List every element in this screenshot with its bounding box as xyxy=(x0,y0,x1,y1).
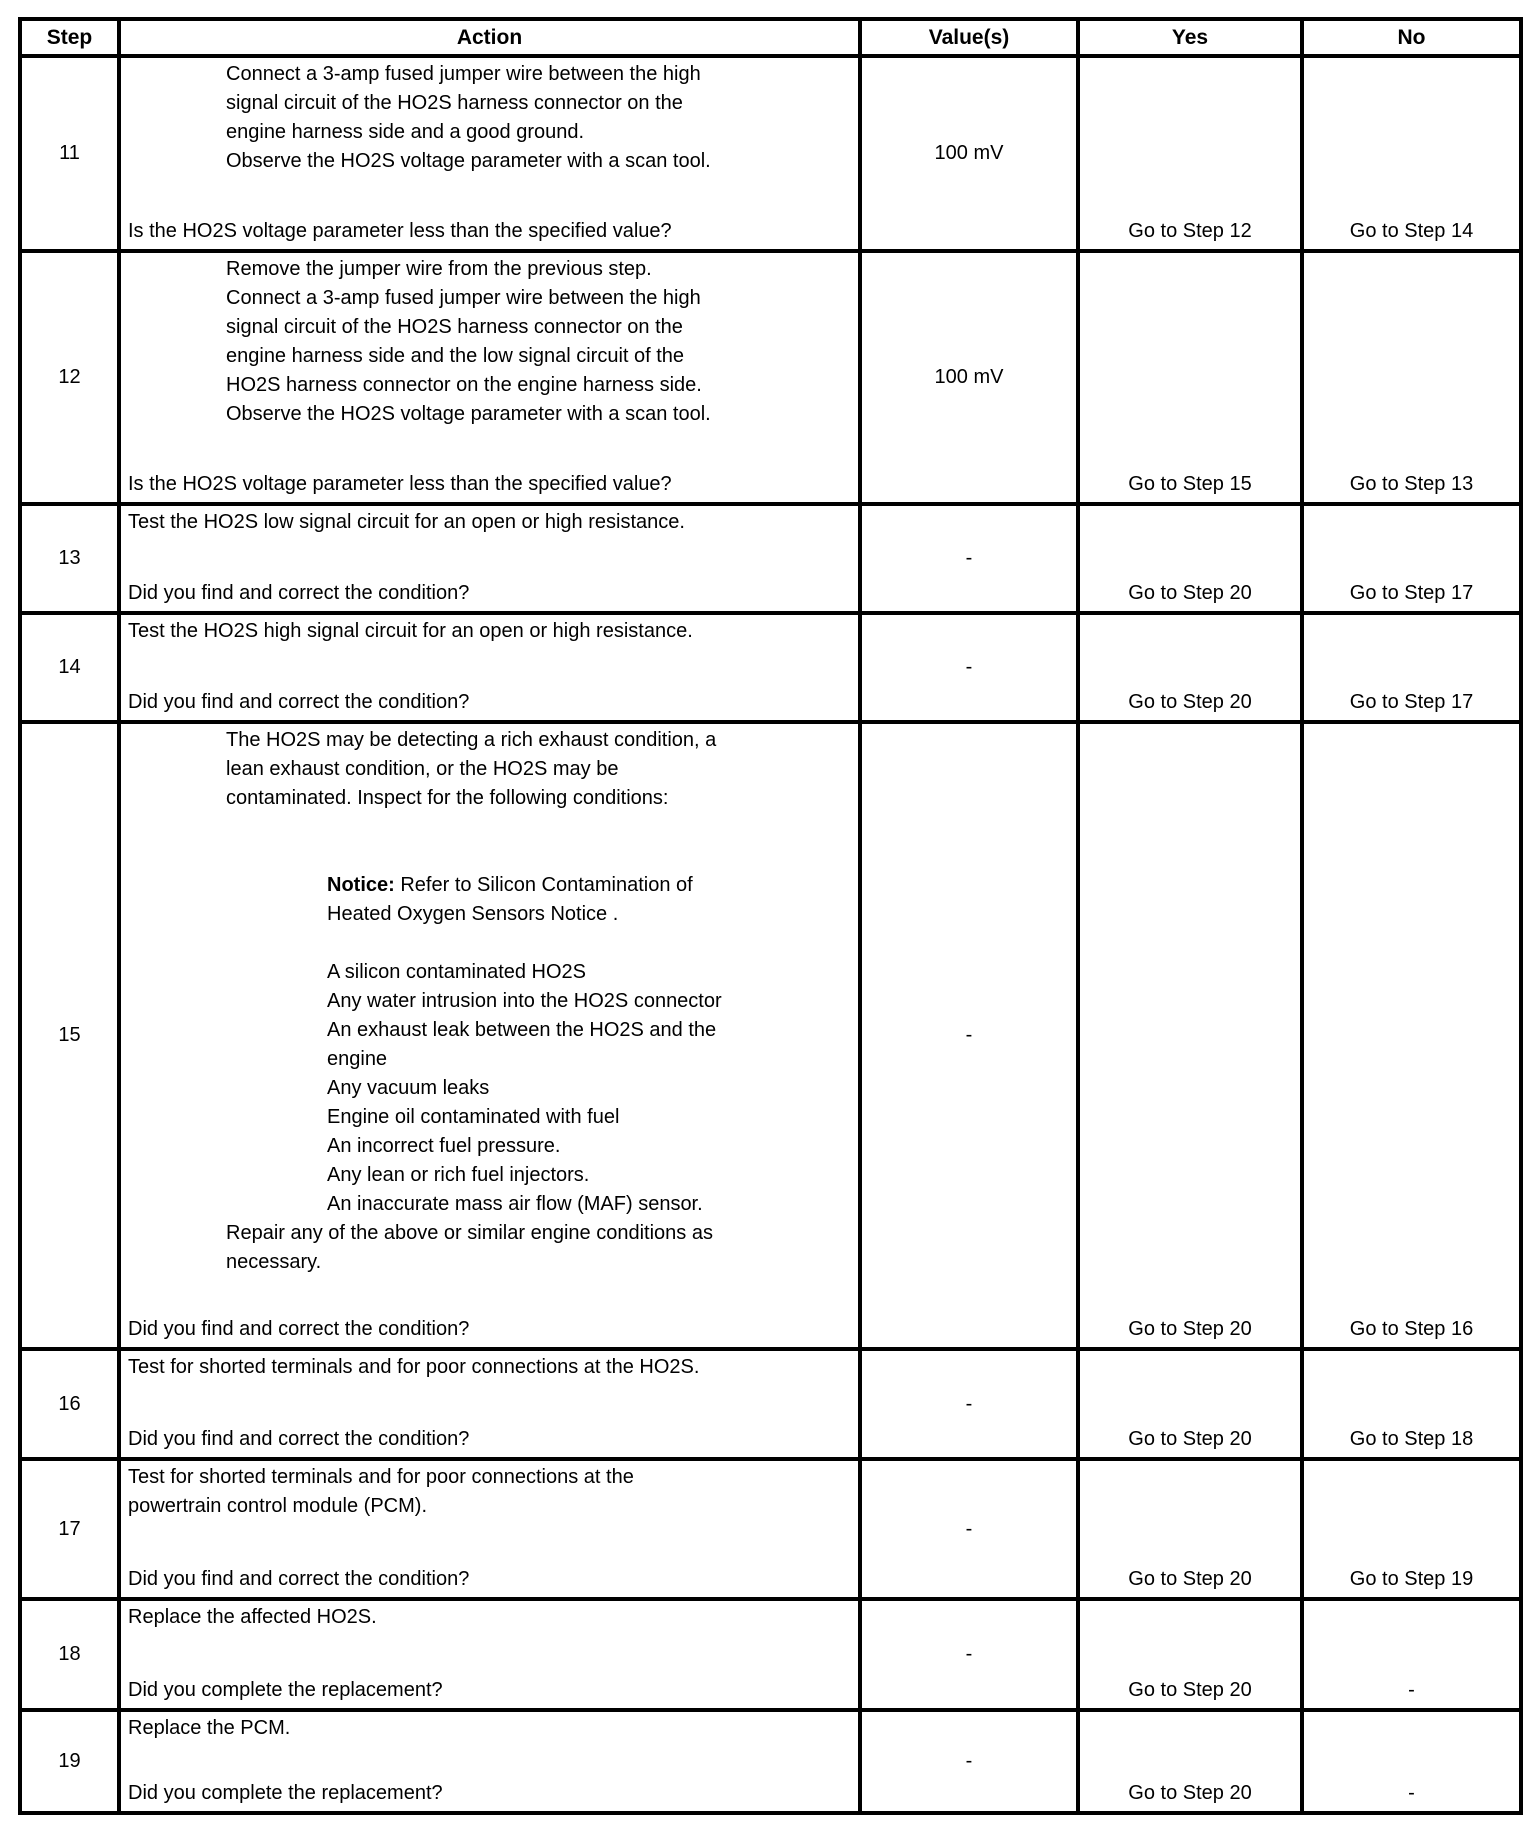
action-instructions: Test the HO2S low signal circuit for an open or high resistance. xyxy=(128,511,685,533)
no-link[interactable]: Go to Step 19 xyxy=(1302,1459,1521,1599)
yes-link[interactable]: Go to Step 20 xyxy=(1078,1599,1302,1710)
header-no: No xyxy=(1302,19,1521,56)
action-cell xyxy=(119,56,860,251)
value-cell: - xyxy=(860,722,1078,1349)
no-value: - xyxy=(1302,1710,1521,1813)
header-values: Value(s) xyxy=(860,19,1078,56)
action-instructions: Remove the jumper wire from the previous step. Connect a 3-amp fused jumper wire between the high signal circuit of the HO2S harness connector on the engine harness side and the low signal circuit of the HO2S harness connector on the engine harness side. Observe the HO2S voltage parameter with a scan tool. xyxy=(226,258,711,425)
value-cell: - xyxy=(860,1599,1078,1710)
no-link[interactable]: Go to Step 18 xyxy=(1302,1349,1521,1459)
yes-link[interactable]: Go to Step 15 xyxy=(1078,251,1302,504)
value-cell: 100 mV xyxy=(860,56,1078,251)
value-cell: - xyxy=(860,1459,1078,1599)
value-cell: - xyxy=(860,1710,1078,1813)
action-instructions: Replace the PCM. xyxy=(128,1717,291,1739)
header-yes: Yes xyxy=(1078,19,1302,56)
list-item: engine xyxy=(327,1048,388,1070)
action-cell xyxy=(119,722,860,1349)
diagnostic-table-container xyxy=(18,17,1519,1815)
step-number: 13 xyxy=(20,504,119,613)
table-row xyxy=(20,251,1521,504)
list-item: A silicon contaminated HO2S xyxy=(327,961,587,983)
action-instructions xyxy=(128,726,854,1277)
table-row xyxy=(20,1349,1521,1459)
action-instructions: Test for shorted terminals and for poor connections at the powertrain control module (PCM). xyxy=(128,1466,634,1517)
action-question: Did you find and correct the condition? xyxy=(128,1318,470,1340)
step-number: 14 xyxy=(20,613,119,722)
no-link[interactable]: Go to Step 17 xyxy=(1302,613,1521,722)
action-question: Did you find and correct the condition? xyxy=(128,582,470,604)
list-item: Engine oil contaminated with fuel xyxy=(327,1106,620,1128)
list-item: Any vacuum leaks xyxy=(327,1077,490,1099)
action-cell xyxy=(119,251,860,504)
step-number: 11 xyxy=(20,56,119,251)
action-cell xyxy=(119,1599,860,1710)
action-instructions: Replace the affected HO2S. xyxy=(128,1606,377,1628)
value-cell: 100 mV xyxy=(860,251,1078,504)
table-row xyxy=(20,613,1521,722)
step-number: 16 xyxy=(20,1349,119,1459)
list-item: An inaccurate mass air flow (MAF) sensor. xyxy=(327,1193,703,1215)
action-instructions: Test for shorted terminals and for poor connections at the HO2S. xyxy=(128,1356,700,1378)
table-row xyxy=(20,1459,1521,1599)
list-item: An exhaust leak between the HO2S and the xyxy=(327,1019,717,1041)
action-cell xyxy=(119,1710,860,1813)
value-cell: - xyxy=(860,504,1078,613)
list-item: Any lean or rich fuel injectors. xyxy=(327,1164,590,1186)
no-link[interactable]: Go to Step 17 xyxy=(1302,504,1521,613)
action-cell xyxy=(119,1349,860,1459)
step-number: 15 xyxy=(20,722,119,1349)
yes-link[interactable]: Go to Step 20 xyxy=(1078,722,1302,1349)
list-item: An incorrect fuel pressure. xyxy=(327,1135,561,1157)
value-cell: - xyxy=(860,613,1078,722)
table-header-row xyxy=(20,19,1521,56)
action-question: Did you complete the replacement? xyxy=(128,1679,443,1701)
action-question: Is the HO2S voltage parameter less than the specified value? xyxy=(128,473,672,495)
action-cell xyxy=(119,613,860,722)
action-question: Did you find and correct the condition? xyxy=(128,691,470,713)
step-number: 17 xyxy=(20,1459,119,1599)
step-number: 12 xyxy=(20,251,119,504)
step-number: 19 xyxy=(20,1710,119,1813)
action-question: Did you find and correct the condition? xyxy=(128,1568,470,1590)
action-instructions: Test the HO2S high signal circuit for an open or high resistance. xyxy=(128,620,693,642)
no-link[interactable]: Go to Step 14 xyxy=(1302,56,1521,251)
yes-link[interactable]: Go to Step 20 xyxy=(1078,504,1302,613)
header-action: Action xyxy=(119,19,860,56)
yes-link[interactable]: Go to Step 20 xyxy=(1078,1459,1302,1599)
table-row xyxy=(20,56,1521,251)
diagnostic-steps-table xyxy=(18,17,1523,1815)
action-question: Did you find and correct the condition? xyxy=(128,1428,470,1450)
yes-link[interactable]: Go to Step 20 xyxy=(1078,613,1302,722)
action-question: Is the HO2S voltage parameter less than the specified value? xyxy=(128,220,672,242)
action-instructions: Connect a 3-amp fused jumper wire between the high signal circuit of the HO2S harness connector on the engine harness side and a good ground. Observe the HO2S voltage parameter with a scan tool. xyxy=(226,63,711,172)
table-row xyxy=(20,504,1521,613)
no-value: - xyxy=(1302,1599,1521,1710)
action-question: Did you complete the replacement? xyxy=(128,1782,443,1804)
list-item: Any water intrusion into the HO2S connector xyxy=(327,990,722,1012)
no-link[interactable]: Go to Step 13 xyxy=(1302,251,1521,504)
header-step: Step xyxy=(20,19,119,56)
step-number: 18 xyxy=(20,1599,119,1710)
yes-link[interactable]: Go to Step 20 xyxy=(1078,1710,1302,1813)
notice: Notice: Refer to Silicon Contamination of Heated Oxygen Sensors Notice . xyxy=(327,874,693,925)
yes-link[interactable]: Go to Step 20 xyxy=(1078,1349,1302,1459)
action-cell xyxy=(119,504,860,613)
notice-label: Notice: xyxy=(327,874,395,896)
action-cell xyxy=(119,1459,860,1599)
conditions-list xyxy=(128,958,854,1219)
intro-paragraph: The HO2S may be detecting a rich exhaust condition, a lean exhaust condition, or the HO2S may be contaminated. Inspect for the following conditions: xyxy=(226,729,717,809)
no-link[interactable]: Go to Step 16 xyxy=(1302,722,1521,1349)
table-row xyxy=(20,1599,1521,1710)
repair-paragraph: Repair any of the above or similar engine conditions as necessary. xyxy=(226,1222,713,1273)
table-row xyxy=(20,722,1521,1349)
table-row xyxy=(20,1710,1521,1813)
value-cell: - xyxy=(860,1349,1078,1459)
yes-link[interactable]: Go to Step 12 xyxy=(1078,56,1302,251)
